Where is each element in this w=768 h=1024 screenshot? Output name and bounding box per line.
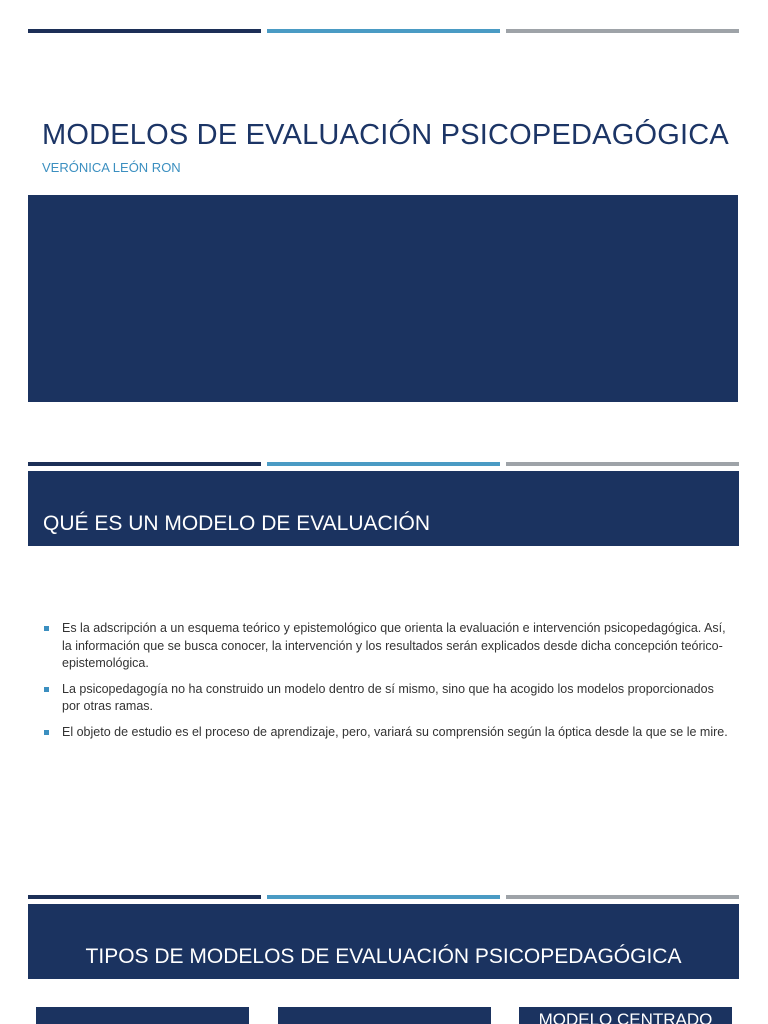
bullet-list xyxy=(42,620,732,749)
accent-stripe-dark xyxy=(28,462,261,466)
list-item xyxy=(42,681,732,716)
list-item xyxy=(42,620,732,673)
list-item xyxy=(42,724,732,742)
bullet-square-icon xyxy=(44,730,49,735)
accent-stripe-gray xyxy=(506,29,739,33)
bullet-text: El objeto de estudio es el proceso de aprendizaje, pero, variará su comprensión según la óptica desde la que se le mire. xyxy=(62,724,728,739)
bullet-square-icon xyxy=(44,687,49,692)
model-box-2 xyxy=(278,1007,491,1024)
bullet-text: Es la adscripción a un esquema teórico y epistemológico que orienta la evaluación e intervención psicopedagógica. Así, la información que se busca conocer, la intervención y los resultados serán explicados desde dicha concepción teórico-epistemológica. xyxy=(62,621,726,670)
title-image-block xyxy=(28,195,738,402)
accent-stripe-blue xyxy=(267,462,500,466)
slide-title: MODELOS DE EVALUACIÓN PSICOPEDAGÓGICA xyxy=(42,119,729,151)
accent-stripe-dark xyxy=(28,895,261,899)
accent-stripe-blue xyxy=(267,29,500,33)
slide-header-bar xyxy=(28,471,739,546)
slide-header-bar xyxy=(28,904,739,979)
accent-stripe-blue xyxy=(267,895,500,899)
slide-subtitle: VERÓNICA LEÓN RON xyxy=(42,160,181,175)
slide-heading: QUÉ ES UN MODELO DE EVALUACIÓN xyxy=(43,512,431,535)
model-box-1 xyxy=(36,1007,249,1024)
bullet-text: La psicopedagogía no ha construido un modelo dentro de sí mismo, sino que ha acogido los modelos proporcionados por otras ramas. xyxy=(62,681,714,713)
bullet-square-icon xyxy=(44,626,49,631)
slide-heading: TIPOS DE MODELOS DE EVALUACIÓN PSICOPEDAGÓGICA xyxy=(85,945,682,968)
accent-stripe-gray xyxy=(506,895,739,899)
accent-stripe-dark xyxy=(28,29,261,33)
accent-stripe-gray xyxy=(506,462,739,466)
model-box-3: MODELO CENTRADO xyxy=(519,1007,732,1024)
